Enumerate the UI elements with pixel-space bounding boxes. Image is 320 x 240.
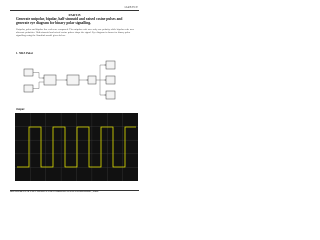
scope-block bbox=[106, 61, 115, 69]
scope-waveform bbox=[15, 113, 138, 181]
output-label: Output: bbox=[16, 108, 25, 111]
source-block-2 bbox=[24, 85, 33, 92]
gain-block bbox=[88, 76, 96, 84]
encoder-block bbox=[44, 75, 56, 85]
page-footer: DEPARTMENT OF ELECTRONICS AND COMMUNICATION ENGINEERING | IARE bbox=[10, 191, 99, 193]
scope-output-panel bbox=[15, 113, 138, 181]
document-page bbox=[0, 0, 149, 198]
source-block bbox=[24, 69, 33, 76]
part-heading: PART-B bbox=[68, 13, 81, 17]
scope-block-2 bbox=[106, 76, 115, 84]
page-header-label: IARE/ECE bbox=[124, 5, 138, 9]
description-paragraph: Unipolar, polar and bipolar line codes are compared. The unipolar code uses only one polarity while bipolar code uses alternate polarities. Half-sinusoid and raised cosine pulses shape the signal. Eye diagram is drawn for binary polar signalling using the Simulink model given below. bbox=[16, 28, 135, 38]
filter-block bbox=[67, 75, 79, 85]
figure-title: 1. NRZ Polar bbox=[16, 51, 34, 55]
header-rule bbox=[10, 10, 139, 11]
scope-block-3 bbox=[106, 91, 115, 99]
simulink-model-diagram bbox=[22, 55, 130, 105]
aim-statement: Generate unipolar, bipolar, half-sinusoid and raised cosine pulses and generate eye diagram for binary polar signalling. bbox=[16, 17, 123, 26]
